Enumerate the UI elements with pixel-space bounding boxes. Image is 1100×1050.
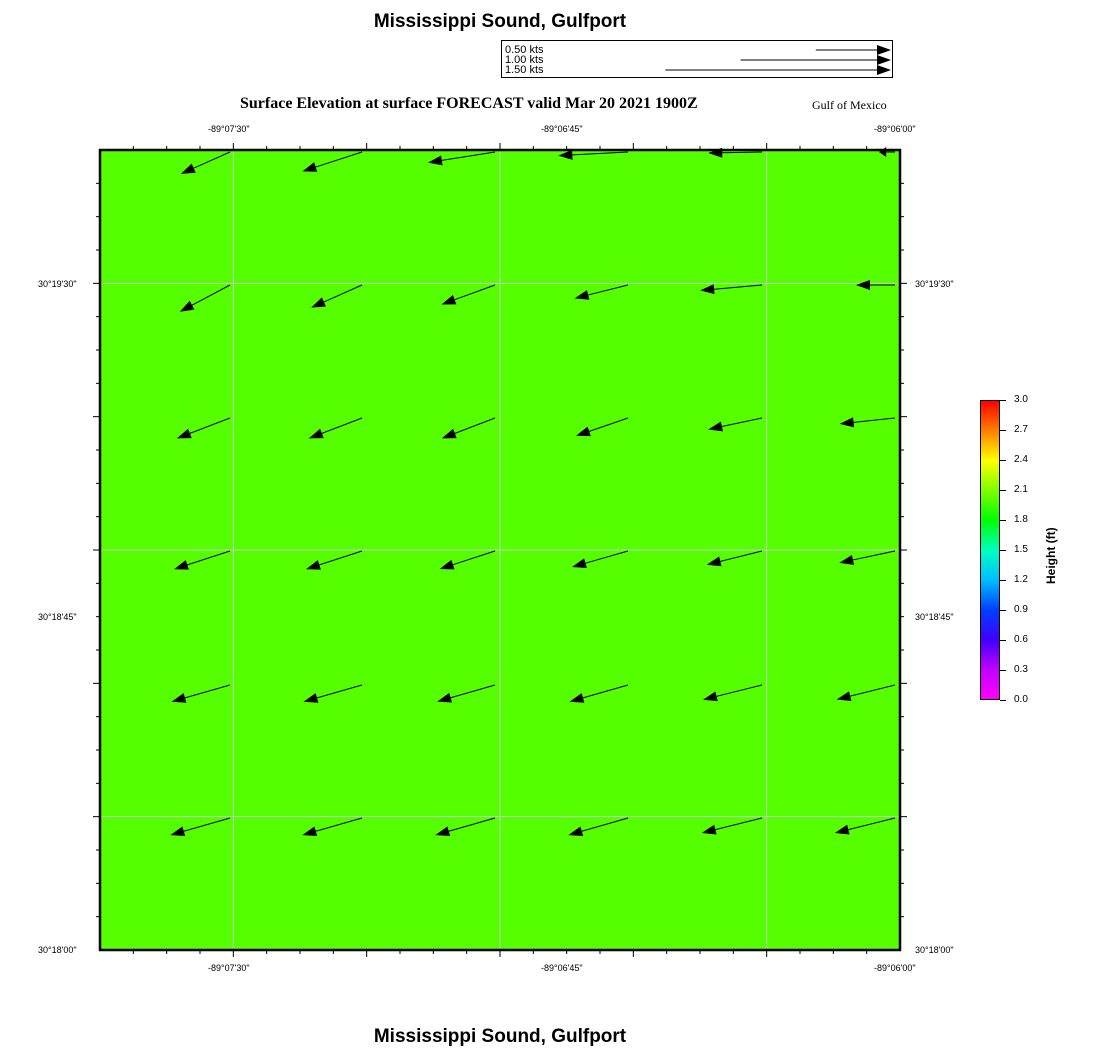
lat-label-right-2: 30°18'45" <box>915 612 954 622</box>
lon-label-top-2: -89°06'45" <box>541 124 583 134</box>
colorbar-tick <box>1000 700 1006 701</box>
colorbar-tick <box>1000 400 1006 401</box>
colorbar-tick-label: 2.4 <box>1014 454 1028 465</box>
colorbar-tick <box>1000 610 1006 611</box>
lat-label-left-3: 30°18'00" <box>38 945 77 955</box>
colorbar-tick <box>1000 520 1006 521</box>
height-colorbar <box>980 400 1000 700</box>
colorbar-tick <box>1000 670 1006 671</box>
lon-label-bottom-1: -89°07'30" <box>208 963 250 973</box>
lon-label-top-1: -89°07'30" <box>208 124 250 134</box>
colorbar-tick-label: 1.5 <box>1014 544 1028 555</box>
lat-label-left-1: 30°19'30" <box>38 279 77 289</box>
region-label: Gulf of Mexico <box>812 98 887 112</box>
colorbar-title: Height (ft) <box>1044 527 1058 584</box>
map-subtitle: Surface Elevation at surface FORECAST valid Mar 20 2021 1900Z <box>240 95 698 112</box>
lon-label-top-3: -89°06'00" <box>874 124 916 134</box>
colorbar-tick <box>1000 490 1006 491</box>
lon-label-bottom-2: -89°06'45" <box>541 963 583 973</box>
colorbar-tick <box>1000 550 1006 551</box>
colorbar-tick-label: 2.1 <box>1014 484 1028 495</box>
colorbar-tick-label: 0.6 <box>1014 634 1028 645</box>
colorbar-tick <box>1000 580 1006 581</box>
colorbar-tick <box>1000 640 1006 641</box>
colorbar-tick-label: 3.0 <box>1014 394 1028 405</box>
footer-title: Mississippi Sound, Gulfport <box>373 1026 627 1047</box>
lat-label-right-1: 30°19'30" <box>915 279 954 289</box>
lat-label-left-2: 30°18'45" <box>38 612 77 622</box>
lon-label-bottom-3: -89°06'00" <box>874 963 916 973</box>
legend-label-1-50: 1.50 kts <box>505 64 544 76</box>
colorbar-tick <box>1000 460 1006 461</box>
map-title: Mississippi Sound, Gulfport <box>373 11 627 32</box>
colorbar-tick-label: 0.3 <box>1014 664 1028 675</box>
colorbar-tick-label: 2.7 <box>1014 424 1028 435</box>
legend-label-1-00: 1.00 kts <box>505 54 544 66</box>
colorbar-tick-label: 1.8 <box>1014 514 1028 525</box>
colorbar-tick-label: 1.2 <box>1014 574 1028 585</box>
lat-label-right-3: 30°18'00" <box>915 945 954 955</box>
colorbar-tick-label: 0.9 <box>1014 604 1028 615</box>
colorbar-tick-label: 0.0 <box>1014 694 1028 705</box>
legend-label-0-50: 0.50 kts <box>505 44 544 56</box>
colorbar-tick <box>1000 430 1006 431</box>
